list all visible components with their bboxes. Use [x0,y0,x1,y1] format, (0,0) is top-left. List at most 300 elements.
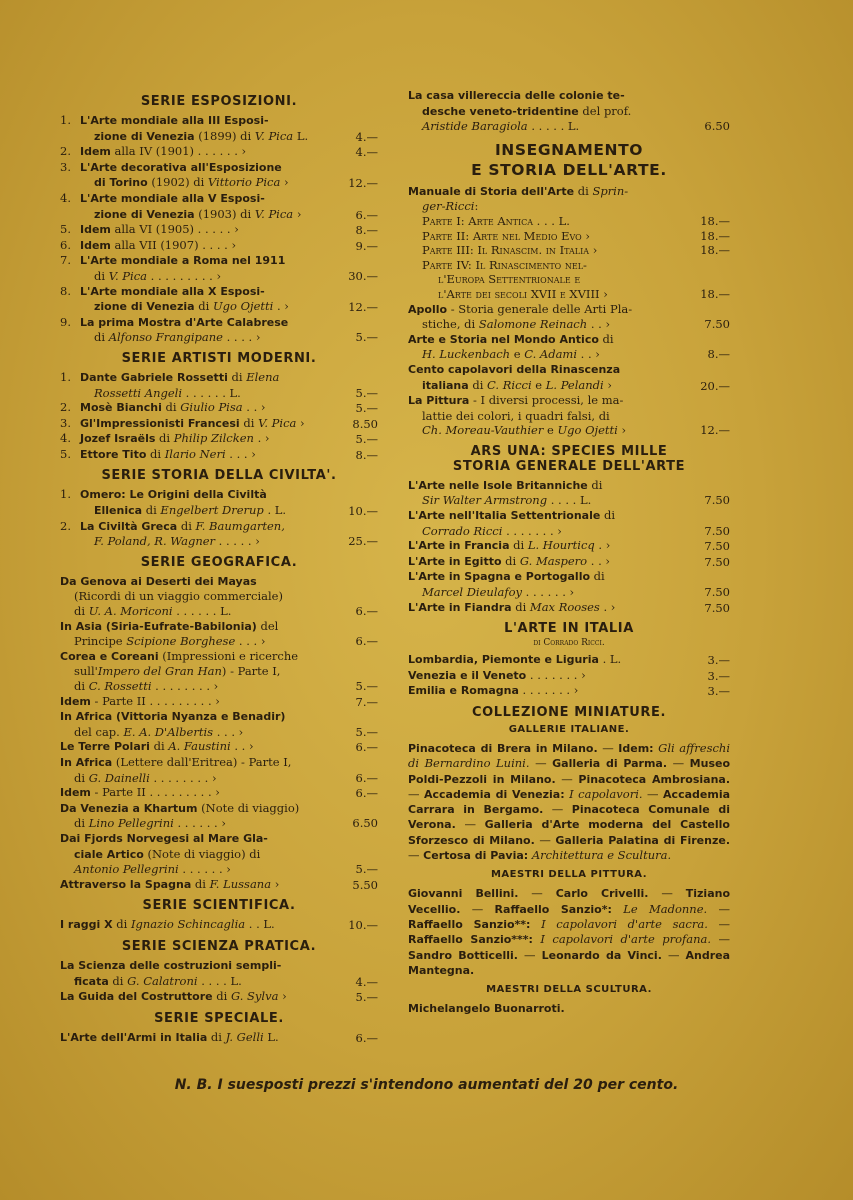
text-segment: › [617,423,627,438]
text-segment: Aristide Baragiola [422,119,528,134]
entry-price: 18.— [700,228,730,243]
text-segment: . . . . . L. [527,119,580,134]
entry-line [80,144,330,160]
text-segment: Pinacoteca Comunale di Verona. [408,803,731,832]
entry-number: 9. [60,314,71,329]
text-segment: In Africa [60,755,113,769]
catalog-entry [408,569,730,599]
entry-text [60,284,330,315]
entry-line [60,862,330,877]
text-segment: di [94,330,109,345]
text-segment: La casa villereccia delle colonie te- [408,89,625,102]
text-segment: alla VI (1905) . . . . . › [110,222,239,237]
entry-price: 10.— [348,504,378,519]
text-segment: (Note di viaggio) di [143,846,261,861]
section-heading: L'ARTE IN ITALIA [504,621,634,637]
entry-price: 6.— [355,740,378,755]
text-segment: Michelangelo Buonarroti. [408,1002,565,1016]
entry-price: 6.50 [352,816,378,831]
text-segment: › [280,175,289,190]
text-segment: › [293,206,302,221]
text-segment: (1903) di [194,206,255,221]
manual-part [408,229,730,244]
text-segment: Da Venezia a Khartum [60,801,198,815]
entry-text [408,538,682,554]
text-segment: Cento capolavori della Rinascenza [408,362,621,376]
text-segment: — [408,848,424,863]
entry-line [60,917,330,933]
text-segment: Attraverso la Spagna [60,877,192,891]
entry-text [408,668,682,684]
text-segment: Philip Zilcken [173,431,254,446]
entry-text [60,160,330,191]
text-segment: L'Arte in Fiandra [408,600,512,614]
entry-line [80,400,330,416]
text-segment: Idem [80,223,111,237]
text-segment: — [648,886,686,901]
text-segment: . . . . › [222,330,261,345]
entry-text [60,694,330,710]
entry-line [408,508,682,524]
heading-line: STORIA GENERALE DELL'ARTE [452,458,686,474]
entry-text [60,1030,330,1046]
entry-line [60,1030,330,1046]
text-segment: E. A. D'Albertis [123,724,214,739]
text-segment: L'Arte mondiale alla V Esposi- [80,191,265,205]
text-segment: Accademia di Venezia: [424,787,565,801]
entry-line [80,386,330,401]
catalog-entry [60,487,378,518]
text-segment: . . . . . . . . › [149,770,217,785]
text-segment: . › [273,299,289,314]
entry-line [60,619,330,635]
gallery-list [408,741,730,863]
text-segment: Omero: Le Origini della Civiltà [80,488,267,502]
entry-line [408,302,682,318]
text-segment: e [531,377,546,392]
text-segment: . . . . . . . › [518,683,579,698]
entry-line [408,378,682,394]
text-segment: Idem [80,145,111,159]
text-segment: L'Arte in Egitto [408,554,502,568]
catalog-entry [60,113,378,144]
entry-number: 2. [60,144,71,159]
footer-note: N. B. I suesposti prezzi s'intendono aumentati del 20 per cento. [174,1077,679,1093]
entry-text [60,113,330,144]
catalog-entry [408,508,730,538]
text-segment: — [543,802,572,817]
entry-number: 3. [60,159,71,174]
entry-price: 5.50 [352,877,378,892]
text-segment: I capolavori d'arte sacra. [541,916,708,931]
text-segment: Le Madonne. [623,901,708,916]
text-segment: . › [599,599,616,614]
entry-text [408,332,682,362]
entry-line [408,119,682,134]
text-segment: Manuale di Storia dell'Arte [408,184,575,198]
entry-price: 6.— [355,634,378,649]
entry-line [80,299,330,315]
entry-number: 7. [60,253,71,268]
text-segment: L'Arte mondiale alla III Esposi- [80,114,269,127]
text-segment: Alfonso Frangipane [108,330,223,345]
entry-line [408,668,682,684]
entry-text [408,652,682,668]
text-segment: J. Gelli [225,1029,264,1044]
text-segment: Ugo Ojetti [212,299,274,314]
text-segment: . › [253,431,270,446]
text-segment: . . . . . . › [522,585,575,600]
entry-line [80,113,330,129]
text-segment: — [667,756,690,771]
text-segment: I capolavori. [569,786,643,801]
text-segment: . L. [598,652,622,667]
text-segment: . . . › [235,634,266,649]
entry-text [408,600,682,616]
text-segment: L. [293,128,309,143]
text-segment: . . . . . . . . › [151,679,219,693]
entry-line [60,755,330,771]
entry-text [60,917,330,933]
entry-price: 6.50 [704,119,730,134]
text-segment: lattie dei colori, i quadri falsi, di [422,408,610,423]
text-segment [612,902,623,916]
text-segment: Carlo Crivelli. [555,887,649,901]
entry-price: 18.— [700,213,730,228]
entry-text [408,362,682,393]
manual-part [408,243,730,258]
catalog-entry [60,958,378,989]
heading-line: INSEGNAMENTO [494,140,644,159]
catalog-entry [60,160,378,191]
entry-price: 5.— [355,990,378,1005]
text-segment: L'Arte decorativa all'Esposizione [80,160,282,174]
entry-line [408,478,682,494]
text-segment: . . › [587,553,610,568]
manual-part [408,214,730,229]
text-segment: Dai Fjords Norvegesi al Mare Gla- [60,831,268,845]
entry-text [60,447,330,463]
entry-price: 7.50 [704,600,730,615]
text-segment: Vittorio Pica [207,175,281,190]
text-segment: La prima Mostra d'Arte Calabrese [80,315,289,329]
text-segment: di [598,331,614,346]
entry-number: 1. [60,369,71,384]
entry-text [408,393,682,438]
text-segment: Engelbert Drerup [160,503,264,518]
entry-price: 10.— [348,918,378,933]
entry-line [60,574,330,590]
entry-price: 5.— [355,385,378,400]
text-segment: V. Pica [254,128,294,143]
catalog-entry [60,709,378,739]
text-segment: di [194,299,213,314]
entry-number: 4. [60,431,71,446]
entry-line [408,683,682,699]
entry-text [60,519,330,549]
entry-price: 12.— [700,423,730,438]
entry-price: 7.— [355,694,378,709]
entry-line [80,431,330,447]
entry-price: 5.— [355,330,378,345]
catalog-entry [60,431,378,447]
entry-text [60,709,330,739]
entry-line [408,652,682,668]
entry-text [60,755,330,785]
catalog-entry [60,574,378,619]
text-segment: ciale Artico [74,847,144,861]
text-segment: Giulio Pisa [180,400,243,415]
text-segment: L'Arte mondiale a Roma nel 1911 [80,254,286,268]
entry-text [408,258,682,302]
text-segment: alla IV (1901) . . . . . . › [110,144,247,159]
text-segment: Ch. Moreau-Vauthier [422,423,544,438]
entry-text [408,569,682,599]
text-segment: Le Terre Polari [60,740,150,754]
text-segment: Lombardia, Piemonte e Liguria [408,653,599,667]
text-segment: La Pittura [408,394,470,408]
catalog-entry [408,668,730,684]
entry-line [408,569,682,585]
right-column [408,88,730,1016]
text-segment: . . › [242,400,266,415]
text-segment: Tiziano Vecellio. [408,887,731,916]
entry-number: 4. [60,190,71,205]
text-segment: Museo Poldi-Pezzoli in Milano. [408,757,731,786]
text-segment: Lino Pellegrini [88,816,174,831]
entry-text [60,989,330,1005]
catalog-entry [408,683,730,699]
text-segment: Jozef Israëls [80,432,156,446]
text-segment: — [707,916,731,931]
text-segment: di [74,770,89,785]
entry-line [60,877,330,893]
text-segment: di [227,369,247,384]
text-segment: Elena [246,369,280,384]
entry-line [408,362,682,378]
entry-text [408,229,682,244]
entry-price: 12.— [348,176,378,191]
text-segment: di [207,1029,226,1044]
section-subheading: di Corrado Ricci. [533,638,605,649]
text-segment: — [711,932,731,947]
catalog-entry [60,739,378,755]
entry-price: 9.— [355,238,378,253]
text-segment: I capolavori d'arte profana. [540,932,712,947]
entry-price: 6.— [355,770,378,785]
text-segment: di [511,599,530,614]
text-segment: Impero del Gran Han [97,664,222,679]
section-heading [408,444,730,474]
entry-line [60,725,330,740]
entry-line [80,284,330,300]
entry-price: 7.50 [704,317,730,332]
entry-line: l'Arte dei secoli XVII e XVIII › [438,286,608,301]
text-segment: — [518,886,556,901]
entry-price: 20.— [700,378,730,393]
catalog-entry [60,416,378,432]
left-column [60,88,378,1045]
entry-line [80,519,330,535]
entry-price: 7.50 [704,554,730,569]
text-segment: . . › [587,317,611,332]
entry-line [80,330,330,345]
entry-price: 6.— [355,604,378,619]
text-segment: Idem [80,238,111,252]
entry-number: 2. [60,518,71,533]
entry-price: 25.— [348,534,378,549]
section-heading: COLLEZIONE MINIATURE. [471,705,667,720]
entry-line [60,831,330,847]
text-segment: di [600,508,616,523]
entry-line [408,184,730,200]
text-segment: Accademia Carrara in Bergamo. [408,787,731,817]
entry-price: 18.— [700,286,730,301]
text-segment: . L. [263,503,287,518]
entry-price: 7.50 [704,523,730,538]
text-segment: Corea e Coreani [60,649,159,663]
entry-line [60,694,330,710]
entry-price: 7.50 [704,585,730,600]
text-segment: › [603,377,612,392]
catalog-entry [408,554,730,570]
text-segment: Gl'Impressionisti Francesi [80,416,240,430]
text-segment: del cap. [74,724,124,739]
text-segment: Principe [74,634,127,649]
entry-text [60,416,330,432]
entry-line [80,447,330,463]
entry-price: 8.— [355,223,378,238]
text-segment: . . . . . › [215,534,260,549]
section-heading: SERIE SCIENZA PRATICA. [121,938,317,954]
entry-text [408,214,682,229]
text-segment: : [474,199,479,214]
entry-number: 3. [60,415,71,430]
text-segment: e [510,347,525,362]
entry-line [408,600,682,616]
text-segment: F. Baumgarten, [195,518,285,533]
entry-price: 5.— [355,724,378,739]
text-segment: . . › [577,347,600,362]
text-segment: desche veneto-tridentine [422,104,579,118]
entry-line [60,847,330,863]
entry-price: 3.— [707,684,730,699]
catalog-entry [60,370,378,400]
text-segment: — [517,947,542,962]
catalog-entry [408,600,730,616]
entry-line [60,785,330,801]
section-heading: SERIE GEOGRAFICA. [140,554,298,570]
entry-line: Parte I: Arte Antica . . . L. [422,213,570,228]
catalog-entry [60,877,378,893]
text-segment: . › [594,538,611,553]
text-segment: (Ricordi di un viaggio commerciale) [74,589,283,604]
entry-text [60,574,330,619]
text-segment: I raggi X [60,918,113,932]
entry-text [60,191,330,222]
text-segment: Sir Walter Armstrong [422,493,548,508]
entry-text [60,144,330,160]
text-segment: Idem [60,786,91,800]
text-segment: L. [263,1029,279,1044]
text-segment: › [296,415,305,430]
entry-text [408,88,682,134]
entry-text [60,739,330,755]
entry-text [60,315,330,345]
catalog-entry [60,801,378,831]
entry-line [408,347,682,362]
entry-price: 5.— [355,432,378,447]
text-segment: Ugo Ojetti [557,423,618,438]
text-segment: — [455,817,485,832]
text-segment: - Storia generale delle Arti Pla- [447,301,633,316]
text-segment: (Lettere dall'Eritrea) - Parte I, [112,754,292,769]
entry-text [408,302,682,332]
text-segment: di [155,431,174,446]
text-segment: Ellenica [94,504,143,518]
text-segment: — [661,947,686,962]
entry-line [408,524,682,539]
text-segment: Idem [60,694,91,708]
text-segment: (Note di viaggio) [197,800,300,815]
text-segment: . . . . . . . . . › [147,268,222,283]
text-segment: Pinacoteca di Brera in Milano. [408,742,598,755]
text-segment: › [271,876,280,891]
text-segment: In Africa (Vittoria Nyanza e Benadir) [60,710,286,724]
entry-line: Parte III: Il Rinascim. in Italia › [422,243,598,258]
entry-line [408,199,730,214]
entry-price: 6.— [355,1030,378,1045]
text-segment: L. Pelandi [545,377,604,392]
section-heading: SERIE SCIENTIFICA. [142,898,296,914]
entry-number: 5. [60,446,71,461]
text-segment: (Impressioni e ricerche [158,648,299,663]
text-segment: Ignazio Schincaglia [130,917,246,932]
entry-line [60,664,330,679]
text-segment: di [112,917,131,932]
section-heading: SERIE ESPOSIZIONI. [140,94,298,109]
text-segment: Pinacoteca Ambrosiana. [578,772,731,786]
text-segment: ger-Ricci [422,199,475,214]
text-segment: Venezia e il Veneto [408,668,527,682]
entry-line [60,816,330,831]
text-segment: italiana [422,378,469,392]
section-subheading: MAESTRI DELLA PITTURA. [490,869,647,881]
text-segment: del prof. [578,103,632,118]
text-segment: . . . › [225,446,256,461]
entry-price: 7.50 [704,493,730,508]
catalog-entry [408,538,730,554]
entry-number: 6. [60,237,71,252]
text-segment: Sprin- [592,183,629,198]
section-subheading: MAESTRI DELLA SCULTURA. [486,984,652,996]
text-segment: zione di Venezia [94,129,195,143]
section-heading: SERIE SPECIALE. [154,1010,284,1026]
text-segment: di [468,377,488,392]
text-segment: - I diversi processi, le ma- [469,393,624,408]
text-segment: (1902) di [147,175,208,190]
text-segment: Corrado Ricci [422,523,503,538]
section-heading: SERIE ARTISTI MODERNI. [121,350,317,366]
catalog-entry [60,447,378,463]
entry-price: 5.— [355,862,378,877]
catalog-entry [60,917,378,933]
text-segment: Max Rooses [529,599,600,614]
text-segment: di [587,477,603,492]
entry-line [408,554,682,570]
text-segment: . . › [230,739,254,754]
catalog-entry [60,694,378,710]
